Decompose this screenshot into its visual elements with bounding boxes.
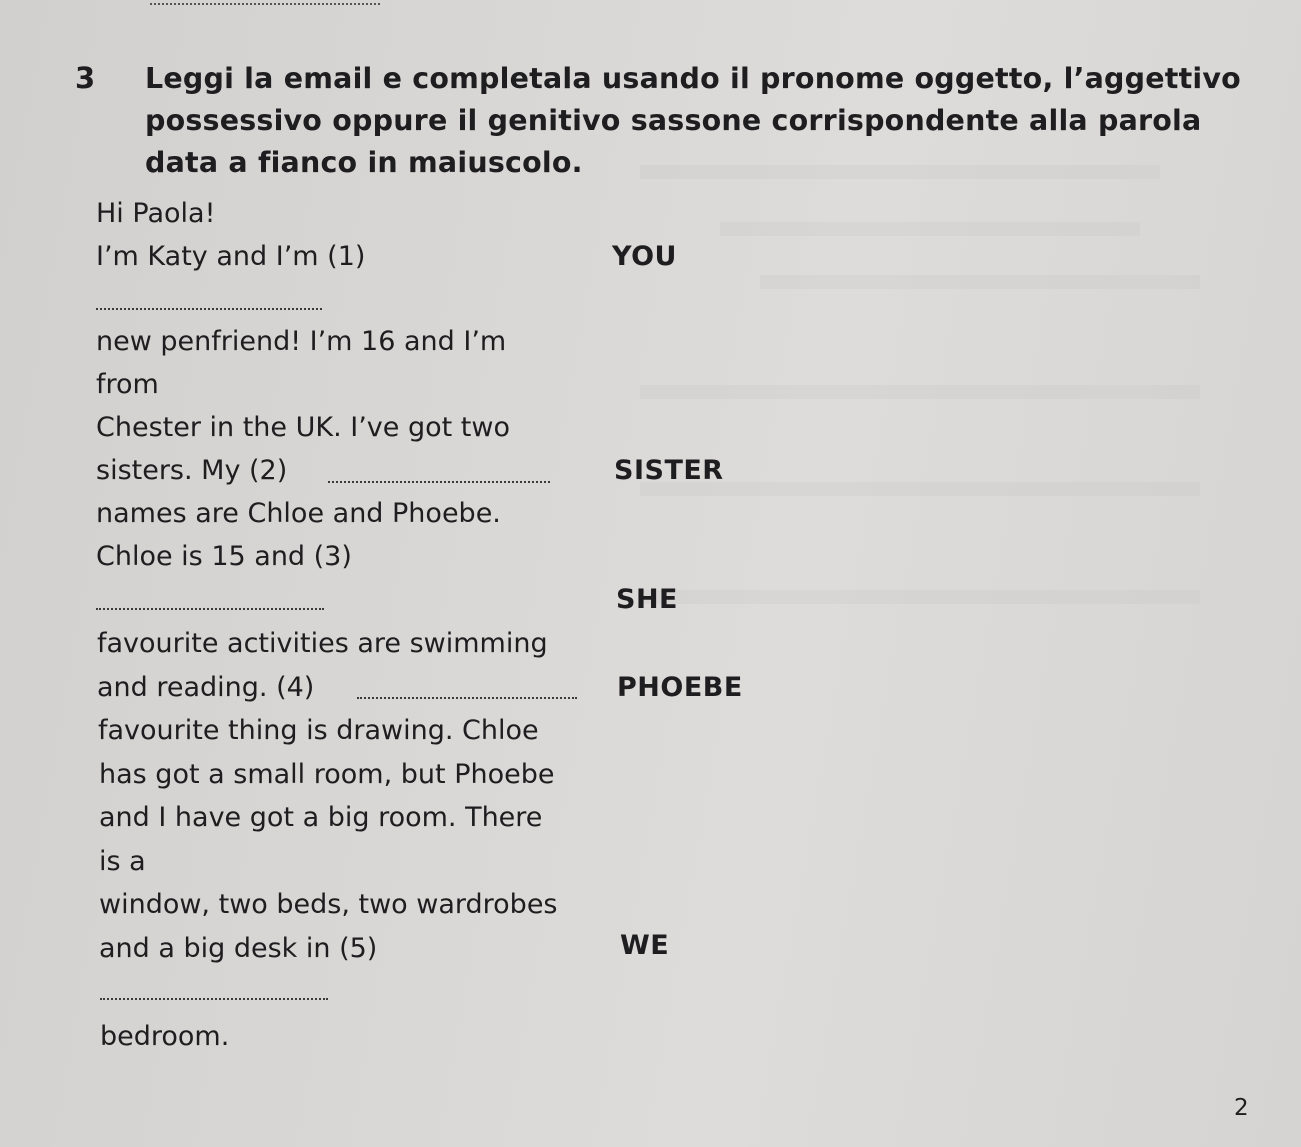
email-line: is a <box>99 846 146 877</box>
exercise-instruction: Leggi la email e completala usando il pronome oggetto, l’aggettivo possessivo oppure il genitivo sassone corrispondente alla parola data a fianco in maiuscolo. <box>145 62 1241 179</box>
top-dotted-rule <box>150 3 380 5</box>
bleed-through-shadow <box>760 275 1200 289</box>
keyword-5: WE <box>620 930 670 961</box>
answer-blank-4[interactable] <box>357 697 577 699</box>
bleed-through-shadow <box>720 222 1140 236</box>
email-line: new penfriend! I’m 16 and I’m <box>96 326 507 357</box>
answer-blank-5[interactable] <box>100 998 328 1000</box>
email-line: favourite thing is drawing. Chloe <box>98 715 539 746</box>
answer-blank-2[interactable] <box>328 481 550 483</box>
bleed-through-shadow <box>640 482 1200 496</box>
email-line: sisters. My (2) <box>96 455 288 486</box>
email-line: favourite activities are swimming <box>97 628 548 659</box>
answer-blank-3[interactable] <box>96 608 324 610</box>
email-line: and reading. (4) <box>97 672 315 703</box>
email-line: window, two beds, two wardrobes <box>99 889 558 920</box>
email-line: and a big desk in (5) <box>99 933 378 964</box>
email-line: has got a small room, but Phoebe <box>99 759 555 790</box>
email-line: bedroom. <box>100 1021 230 1052</box>
email-line: I’m Katy and I’m (1) <box>96 241 366 272</box>
answer-blank-1[interactable] <box>96 308 322 310</box>
email-line: Chester in the UK. I’ve got two <box>96 412 510 443</box>
email-line: from <box>96 369 159 400</box>
keyword-1: YOU <box>612 241 677 272</box>
email-line: names are Chloe and Phoebe. <box>96 498 501 529</box>
email-line: and I have got a big room. There <box>99 802 543 833</box>
bleed-through-shadow <box>640 385 1200 399</box>
keyword-2: SISTER <box>614 455 724 486</box>
email-greeting: Hi Paola! <box>96 198 216 229</box>
page-number: 2 <box>1234 1095 1249 1121</box>
keyword-3: SHE <box>616 584 678 615</box>
bleed-through-shadow <box>640 590 1200 604</box>
exercise-number: 3 <box>75 61 96 95</box>
email-line: Chloe is 15 and (3) <box>96 541 352 572</box>
keyword-4: PHOEBE <box>617 672 743 703</box>
